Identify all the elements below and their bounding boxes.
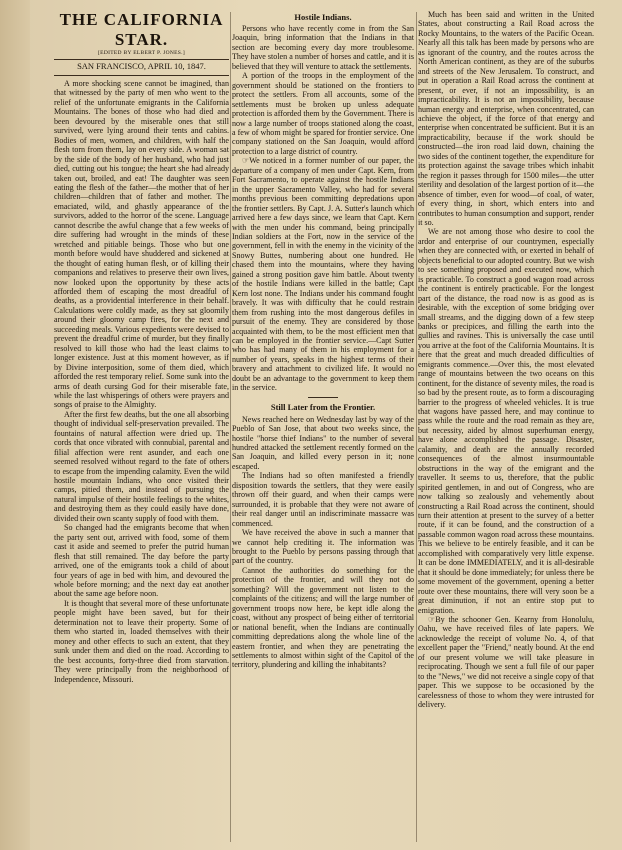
article-headline: Hostile Indians. <box>294 12 352 22</box>
article-paragraph: We are not among those who desire to cool the ardor and enterprise of our countrymen, especially when they are connected with, or exerted in behalf of objects beneficial to our adopted country. But we wish to see something proposed and executed now, which is practicable. To construct a good wagon road across the continent is entirely practicable. For the longest part of the distance, the road now is as good as is desirable, with the exception of some bridging over small streams, and the digging down of a few steep banks or precipices, and filling the earth into the gullies and ravines. This is universally the case until you arrive at the foot of the California Mountains. It is here that the great and much dreaded difficulties of emigrants commence.—Over this, the most elevated range of mountains between the two oceans on this continent, for the distance of seventy miles, the road is so bad by the present route, as to form a discouraging barrier to the progress of wheeled vehicles. It is true that wagons have passed here, and may continue to pass while the route and the road remain as they are, but necessity, aided by almost superhuman energy, have alone accomplished the passage. Disaster, calamity, and death are the annually recorded consequences of the almost insurmountable obstructions in the way of the emigrant and the traveller. It seems to us, therefore, that the public spirited gentlemen, in and out of Congress, who are now talking so zealously and vehemently about constructing a Rail Road across the continent, should turn their attention at present to the survey of a better route, if it can be found, and the construction of a passable common wagon road across these mountains. This we believe to be entirely feasible, and it can be accomplished with comparatively very little expense. It can be done IMMEDIATELY, and it is all-desirable that it should be done immediately; for unless there be some movement of the government, opening a better route over these mountains, there will very soon be a great diminution, if not an entire stop put to emigration. <box>418 227 594 615</box>
article-paragraph: Persons who have recently come in from the San Joaquin, bring information that the Indians in that section are becoming every day more troublesome. They have stolen a number of horses and cattle, and it is believed that they will venture to attack the settlements. <box>232 24 414 71</box>
article-paragraph: ☞By the schooner Gen. Kearny from Honolulu, Oahu, we have received files of late papers. We acknowledge the receipt of volume No. 4, of that excellent paper the "Friend," neatly bound. At the end of our present volume we will take pleasure in reciprocating. Though we sent a full file of our paper to the "News," we did not receive a single copy of that paper. This we suppose to be occasioned by the carelessness of those to whom they were intrusted for delivery. <box>418 615 594 710</box>
column-3 <box>418 10 594 844</box>
article-headline: Still Later from the Frontier. <box>270 401 376 412</box>
article-paragraph: We have received the above in such a manner that we cannot help crediting it. The information was brought to the Pueblo by persons passing through that part of the country. <box>232 528 414 566</box>
article-paragraph: A more shocking scene cannot be imagined, than that witnessed by the party of men who went to the relief of the unfortunate emigrants in the California Mountains. The bones of those who had died and been devoured by the miserable ones that still survived, were lying around their tents and cabins. Bodies of men, women, and children, with half the flesh torn from them, lay on every side. A woman sat by the side of the body of her husband, who had just died, cutting out his tongue; the heart she had already taken out, broiled, and eat! The daughter was seen eating the flesh of the father—the mother that of her children—children that of father and mother. The emaciated, wild, and ghastly appearance of the survivors, added to the horror of the scene. Language cannot describe the awful change that a few weeks of dire suffering had wrought in the minds of these wretched and pitiable beings. Those who but one month before would have shuddered and sickened at the thought of eating human flesh, or of killing their companions and relatives to preserve their own lives, now looked upon the opportunity by these acts afforded them of escaping the most dreadful of deaths, as a providential interference in their behalf. Calculations were coldly made, as they sat gloomily around their gloomy camp fires, for the next and succeeding meals. Various expedients were devised to prevent the dreadful crime of murder, but they finally resolved to kill those who had the least claims to longer existence. Just at this moment however, as if by Divine interposition, some of them died, which afforded the rest temporary relief. Some sunk into the arms of death cursing God for their miserable fate, while the last whisperings of others were prayers and songs of praise to the Almighty. <box>54 79 229 410</box>
article-paragraph: Cannot the authorities do something for the protection of the frontier, and will they not do something? Will the government not listen to the complaints of the citizens; and will the large number of government troops now here, be kept idle along the coast, without any prospect of being either of territorial or national benefit, when the Indians are continually committing depredations along the whole line of the eastern frontier, and when they are penetrating the settlements to almost within sight of the Capitol of the territory, plundering and killing the inhabitants? <box>232 565 414 670</box>
article-paragraph: News reached here on Wednesday last by way of the Pueblo of San Jose, that about two weeks since, the hostile "horse thief Indians" to the number of several hundred attacked the settlement recently formed on the San Joaquin, and killed every person in it; none escaped. <box>232 414 414 471</box>
article-paragraph: It is thought that several more of these unfortunate people might have been saved, but for their determination not to leave their property. Some of them who started in, loaded themselves with their money and other effects to such an extent, that they sunk under them and died on the road. According to the best accounts, forty-three died from starvation. They were principally from the neighborhood of Independence, Missouri. <box>54 598 229 684</box>
dateline: SAN FRANCISCO, APRIL 10, 1847. <box>54 59 229 72</box>
page-margin <box>0 0 30 850</box>
column-rule <box>416 12 417 842</box>
editor-line: [EDITED BY ELBERT P. JONES.] <box>98 50 185 56</box>
article-paragraph: ☞We noticed in a former number of our paper, the departure of a company of men under Capt. Kern, from Fort Sacramento, to operate against the hostile Indians in the upper Sacramento Valley, who had for several months previous been committing depredations upon the frontier settlers. By Capt. J. A. Sutter's launch which arrived here a few days since, we learn that Capt. Kern with the men under his command, being principally Indian soldiers at the Fort, now in the service of the government, fell in with the enemy in the vicinity of the Snowy Buttes, numbering about one hundred. He chased them into the mountains, where they having gained a strong position gave him battle. About twenty of the hostile Indians were killed in the battle; Capt Kern lost none. The Indians under his command fought bravely. It was with difficulty that he could restrain them from rushing into the most dangerous defiles in pursuit of the enemy. They are considered by those acquainted with them, to be the most efficient men that can be employed in the frontier service.—Capt Sutter who has had many of them in his employment for a number of years, speaks in the highest terms of their bravery and attachment to civilized life. It would no doubt be an advantage to the government to keep them in the service. <box>232 156 414 393</box>
article-separator <box>308 397 338 398</box>
column-2 <box>232 10 414 844</box>
newspaper-title: THE CALIFORNIA STAR. <box>59 10 224 49</box>
article-paragraph: Much has been said and written in the United States, about constructing a Rail Road across the Rocky Mountains, to the waters of the Pacific Ocean. Nearly all this talk has been made by persons who are as ignorant of the country, and the routes across the North American continent, as they are of the suburbs and streets of the New Jerusalem. To construct, and put in operation a Rail Road across the continent at present, or ever, if not an impossibility, is an impracticability. It is not an impossibility, because human energy and enterprise, when concentrated, can achieve the object, if the force of that energy and enterprise when concentrated be sufficient. But it is an impracticability, because if the work should be constructed—the iron road laid down, chaining the two sides of the continent together, the expenditure for its protection against the savage tribes which inhabit the region it passes through for 1500 miles—the utter sterility and desolation of the largest portion of it—the absence of timber, even for wood—of coal, of water, of every thing, in short, which enters into and contributes to human consumption and support, render it so. <box>418 10 594 227</box>
article-paragraph: The Indians had so often manifested a friendly disposition towards the settlers, that they were easily thrown off their guard, and when their camps were surrounded, it is probable that they were not aware of their real danger until an indiscriminate massacre was commenced. <box>232 471 414 528</box>
article-paragraph: A portion of the troops in the employment of the government should be stationed on the frontiers to protect the settlers. From all accounts, some of the settlements must be broken up unless adequate protection is afforded them by the Government. There is now a large number of troops stationed along the coast, a few of whom might be spared for frontier service. One company stationed on the San Joaquin, would afford protection to a large district of country. <box>232 71 414 156</box>
column-1 <box>54 10 229 844</box>
masthead <box>54 10 229 76</box>
column-rule <box>230 12 231 842</box>
article-paragraph: After the first few deaths, but the one all absorbing thought of individual self-preservation prevailed. The fountains of natural affection were dried up. The cords that once vibrated with connubial, parental and filial affection were rent asunder, and each one seemed resolved without regard to the fate of others to escape from the impending calamity. Even the wild hostile mountain Indians, who once visited their camps, pitied them, and instead of pursuing the natural impulse of their hostile feelings to the whites, and destroying them as they could easily have done, divided their own scanty supply of food with them. <box>54 409 229 523</box>
article-paragraph: So changed had the emigrants become that when the party sent out, arrived with food, some of them cast it aside and seemed to prefer the putrid human flesh that still remained. The day before the party arrived, one of the emigrants took a child of about four years of age in bed with him, and devoured the whole before morning; and the next day eat another about the same age before noon. <box>54 523 229 599</box>
